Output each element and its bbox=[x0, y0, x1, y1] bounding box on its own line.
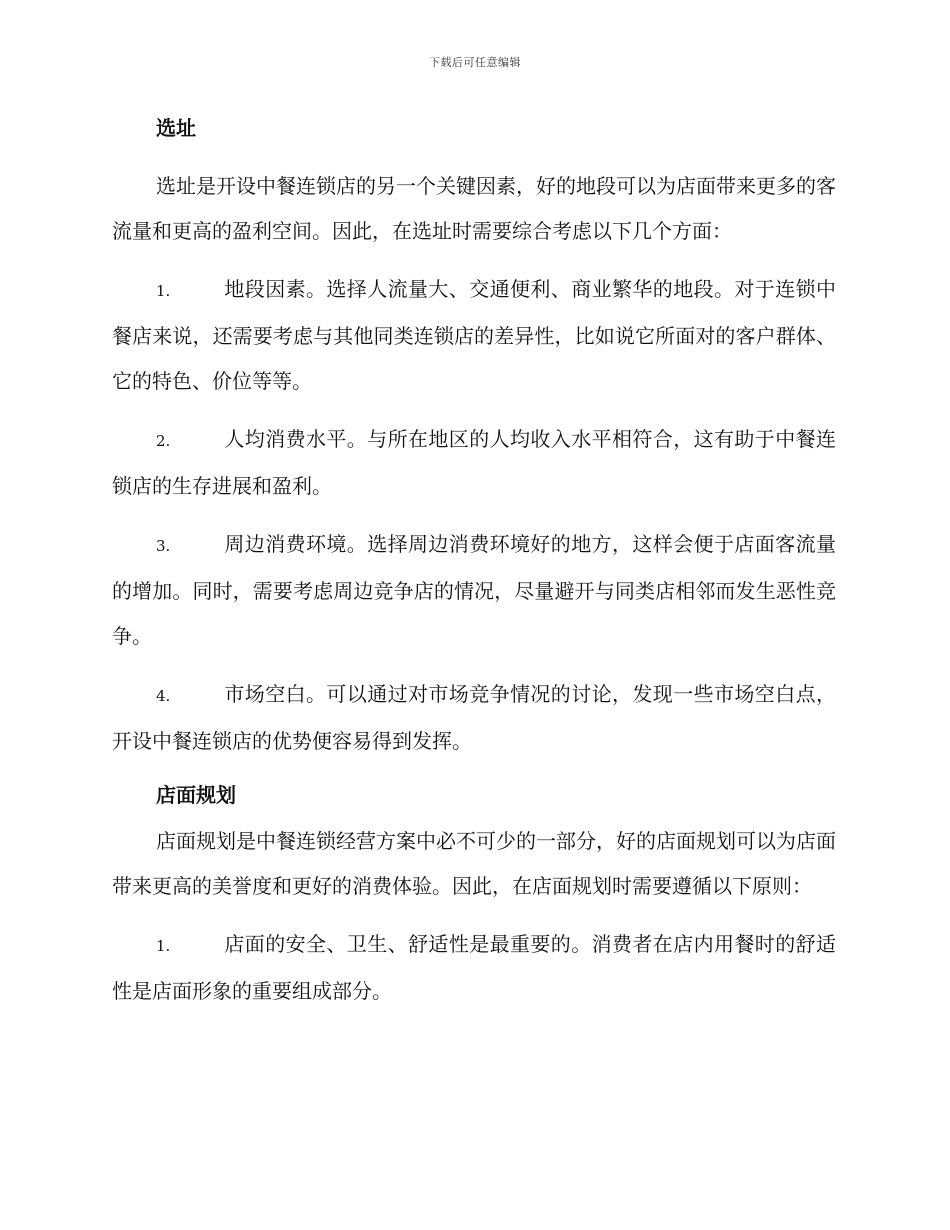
list-item bbox=[112, 522, 836, 659]
section-heading-site-selection: 选址 bbox=[156, 116, 196, 140]
list-item bbox=[112, 672, 836, 764]
list-item-text: 店面的安全、卫生、舒适性是最重要的。消费者在店内用餐时的舒适性是店面形象的重要组成部分。 bbox=[112, 932, 836, 1003]
page-header: 下载后可任意编辑 bbox=[429, 56, 521, 69]
list-item-number: 2. bbox=[156, 432, 171, 450]
list-item-text: 周边消费环境。选择周边消费环境好的地方，这样会便于店面客流量的增加。同时，需要考虑周边竞争店的情况，尽量避开与同类店相邻而发生恶性竞争。 bbox=[112, 532, 836, 648]
section-heading-store-planning: 店面规划 bbox=[156, 783, 236, 807]
list-item-number: 1. bbox=[156, 282, 171, 300]
list-item-text: 人均消费水平。与所在地区的人均收入水平相符合，这有助于中餐连锁店的生存进展和盈利。 bbox=[112, 427, 836, 498]
list-item-number: 4. bbox=[156, 687, 171, 705]
list-item bbox=[112, 417, 836, 509]
list-item-number: 3. bbox=[156, 537, 171, 555]
list-item bbox=[112, 922, 836, 1014]
section-intro-store-planning: 店面规划是中餐连锁经营方案中必不可少的一部分，好的店面规划可以为店面带来更高的美誉度和更好的消费体验。因此，在店面规划时需要遵循以下原则： bbox=[112, 829, 836, 898]
section-intro-site-selection: 选址是开设中餐连锁店的另一个关键因素，好的地段可以为店面带来更多的客流量和更高的盈利空间。因此，在选址时需要综合考虑以下几个方面： bbox=[112, 174, 836, 243]
list-item-text: 地段因素。选择人流量大、交通便利、商业繁华的地段。对于连锁中餐店来说，还需要考虑与其他同类连锁店的差异性，比如说它所面对的客户群体、它的特色、价位等等。 bbox=[112, 277, 836, 393]
document-body bbox=[112, 112, 836, 1014]
list-item bbox=[112, 267, 836, 404]
list-item-number: 1. bbox=[156, 937, 171, 955]
list-item-text: 市场空白。可以通过对市场竞争情况的讨论，发现一些市场空白点，开设中餐连锁店的优势便容易得到发挥。 bbox=[112, 682, 836, 753]
